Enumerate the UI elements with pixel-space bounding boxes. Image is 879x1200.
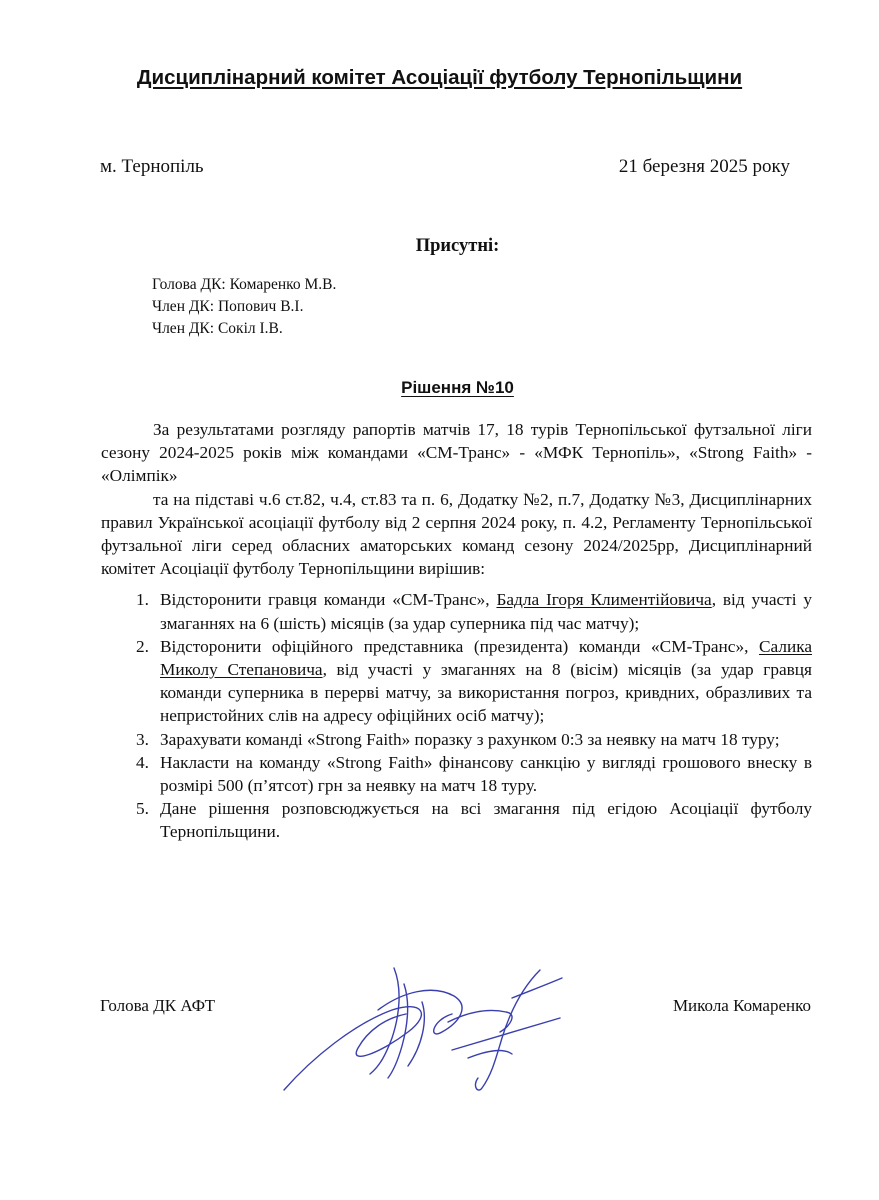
- item-number: 3.: [136, 729, 149, 749]
- decision-item-4: 4. Накласти на команду «Strong Faith» фінансову санкцію у вигляді грошового внеску в розмірі 500 (п’ятсот) грн за неявку на матч 18 туру.: [136, 752, 812, 796]
- decision-item-3: 3. Зарахувати команді «Strong Faith» поразку з рахунком 0:3 за неявку на матч 18 туру;: [101, 728, 812, 751]
- decision-body: [101, 418, 812, 844]
- member-2: Член ДК: Сокіл І.В.: [152, 320, 283, 337]
- official-name: Салика Миколу Степановича: [160, 636, 812, 680]
- decision-item-1: 1. Відсторонити гравця команди «СМ-Транс», Бадла Ігоря Климентійовича, від участі у змаганнях на 6 (шість) місяців (за удар суперника під час матчу);: [136, 590, 813, 633]
- item-number: 1.: [136, 590, 149, 610]
- document-date: 21 березня 2025 року: [618, 156, 790, 177]
- intro-paragraph-2: та на підставі ч.6 ст.82, ч.4, ст.83 та п. 6, Додатку №2, п.7, Додатку №3, Дисциплінарних правил Української асоціації футболу від 2 серпня 2024 року, п. 4.2, Регламенту Тернопільської футзальної ліги серед обласних аматорських команд сезону 2024/2025рр, Дисциплінарний комітет Асоціації футболу Тернопільщини вирішив:: [101, 489, 812, 579]
- decision-list: [101, 588, 812, 843]
- city: м. Тернопіль: [100, 156, 204, 177]
- member-chair: Голова ДК: Комаренко М.В.: [152, 276, 337, 293]
- decision-heading: Рішення №10: [401, 378, 514, 397]
- item-number: 2.: [136, 636, 149, 656]
- handwritten-signature: [282, 962, 582, 1102]
- item-number: 4.: [136, 752, 149, 772]
- item-number: 5.: [136, 799, 149, 819]
- members-list: [152, 274, 336, 340]
- signatory-role: Голова ДК АФТ: [100, 996, 215, 1015]
- decision-item-5: 5. Дане рішення розповсюджується на всі змагання під егідою Асоціації футболу Тернопільщини.: [136, 799, 812, 842]
- present-heading: Присутні:: [415, 236, 500, 256]
- decision-item-2: 2. Відсторонити офіційного представника (президента) команди «СМ-Транс», Салика Миколу Степановича, від участі у змаганнях на 8 (вісім) місяців (за удар гравця команди суперника в перерві матчу, за використання погроз, кривдних, образливих та непристойних слів на адресу офіційних осіб матчу);: [136, 636, 812, 726]
- document-title: Дисциплінарний комітет Асоціації футболу Тернопільщини: [136, 66, 743, 89]
- member-1: Член ДК: Попович В.І.: [152, 298, 304, 315]
- player-name: Бадла Ігоря Климентійовича: [496, 590, 712, 610]
- signatory-name: Микола Комаренко: [672, 996, 811, 1015]
- intro-paragraph-1: За результатами розгляду рапортів матчів 17, 18 турів Тернопільської футзальної ліги сезону 2024-2025 років між командами «СМ-Транс» - «МФК Тернопіль», «Strong Faith» - «Олімпік»: [101, 420, 812, 486]
